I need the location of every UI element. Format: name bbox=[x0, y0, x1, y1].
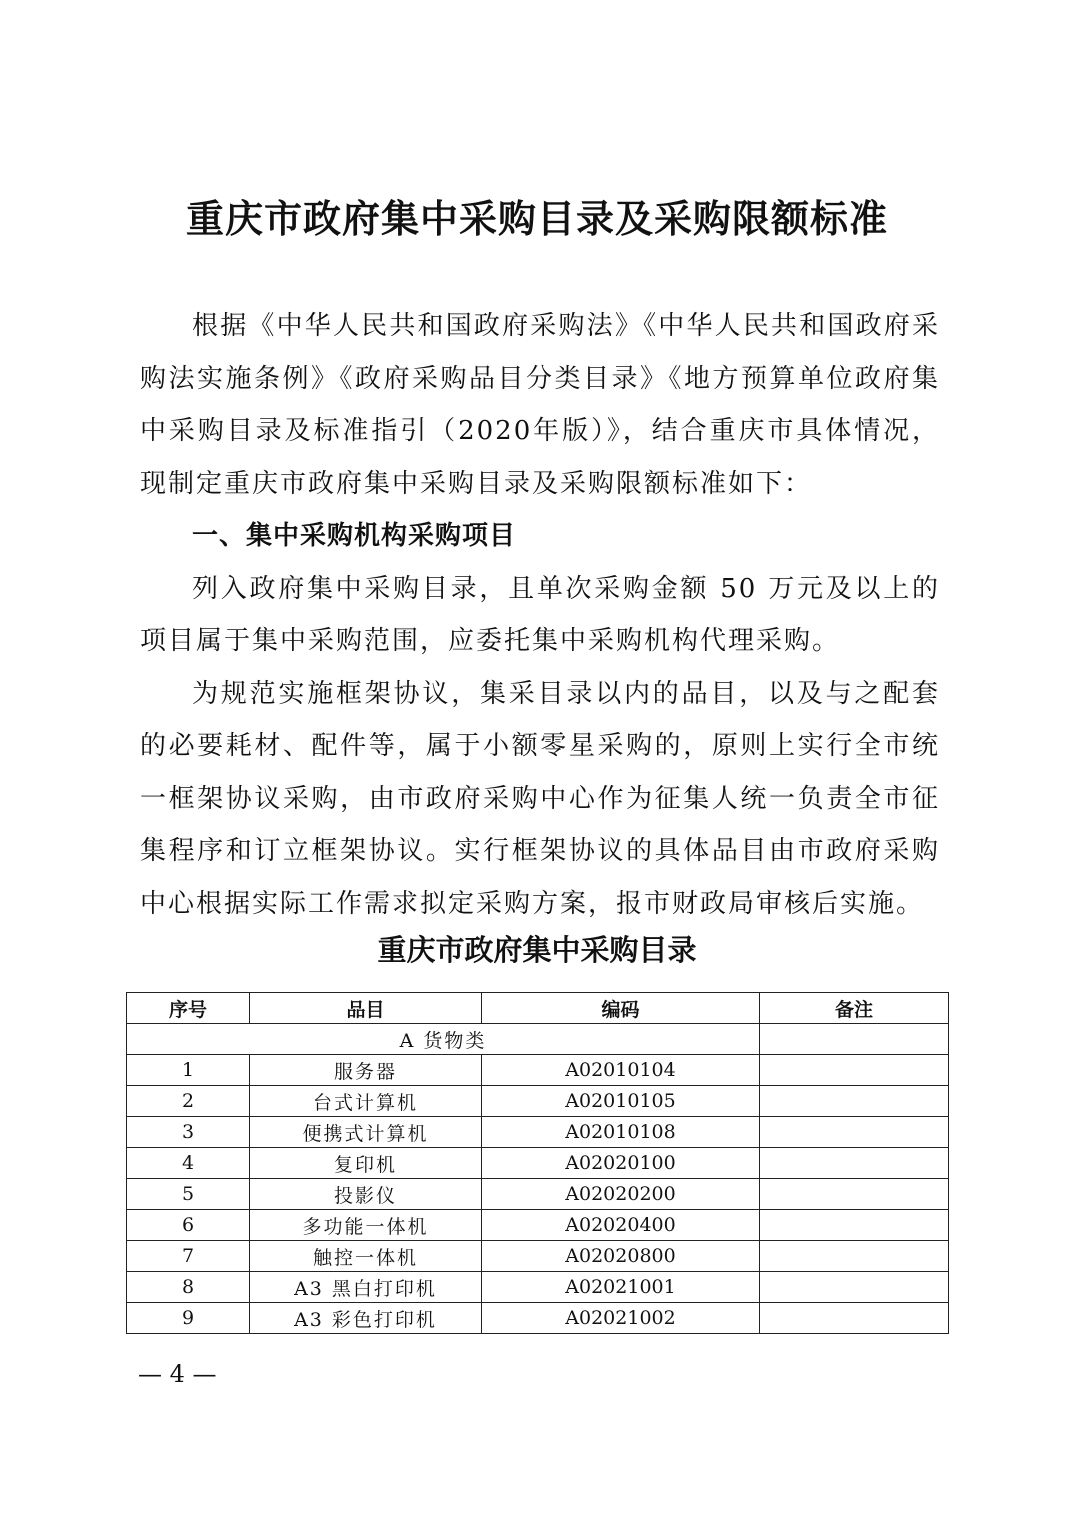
paragraph-framework: 为规范实施框架协议，集采目录以内的品目，以及与之配套的必要耗材、配件等，属于小额零星采购的，原则上实行全市统一框架协议采购，由市政府采购中心作为征集人统一负责全市征集程序和订立框架协议。实行框架协议的具体品目由市政府采购中心根据实际工作需求拟定采购方案，报市财政局审核后实施。 bbox=[140, 678, 940, 919]
cell-seq: 9 bbox=[127, 1303, 250, 1334]
table-row bbox=[127, 1055, 949, 1086]
header-code: 编码 bbox=[482, 993, 760, 1024]
cell-code: A02010105 bbox=[482, 1086, 760, 1117]
table-row bbox=[127, 1117, 949, 1148]
page-number: — 4 — bbox=[138, 1360, 217, 1388]
cell-seq: 2 bbox=[127, 1086, 250, 1117]
table-row bbox=[127, 1241, 949, 1272]
table-title: 重庆市政府集中采购目录 bbox=[377, 933, 697, 967]
cell-note bbox=[760, 1148, 949, 1179]
table-row bbox=[127, 1086, 949, 1117]
cell-code: A02021001 bbox=[482, 1272, 760, 1303]
cell-item: 台式计算机 bbox=[250, 1086, 482, 1117]
category-note bbox=[760, 1024, 949, 1055]
cell-item: 投影仪 bbox=[250, 1179, 482, 1210]
cell-note bbox=[760, 1241, 949, 1272]
cell-note bbox=[760, 1272, 949, 1303]
cell-item: 便携式计算机 bbox=[250, 1117, 482, 1148]
table-row bbox=[127, 1272, 949, 1303]
table-header-row bbox=[127, 993, 949, 1024]
cell-seq: 6 bbox=[127, 1210, 250, 1241]
table-row bbox=[127, 1210, 949, 1241]
cell-code: A02021002 bbox=[482, 1303, 760, 1334]
cell-note bbox=[760, 1303, 949, 1334]
cell-code: A02020100 bbox=[482, 1148, 760, 1179]
cell-seq: 1 bbox=[127, 1055, 250, 1086]
cell-note bbox=[760, 1086, 949, 1117]
intro-paragraph: 根据《中华人民共和国政府采购法》《中华人民共和国政府采购法实施条例》《政府采购品目分类目录》《地方预算单位政府集中采购目录及标准指引（2020年版）》，结合重庆市具体情况，现制定重庆市政府集中采购目录及采购限额标准如下： bbox=[140, 311, 940, 499]
cell-item: 多功能一体机 bbox=[250, 1210, 482, 1241]
cell-note bbox=[760, 1055, 949, 1086]
cell-seq: 3 bbox=[127, 1117, 250, 1148]
cell-item: 服务器 bbox=[250, 1055, 482, 1086]
header-note: 备注 bbox=[760, 993, 949, 1024]
cell-item: A3 黑白打印机 bbox=[250, 1272, 482, 1303]
header-seq: 序号 bbox=[127, 993, 250, 1024]
table-row bbox=[127, 1303, 949, 1334]
category-row bbox=[127, 1024, 949, 1055]
cell-seq: 5 bbox=[127, 1179, 250, 1210]
category-label: A 货物类 bbox=[127, 1024, 760, 1055]
cell-seq: 7 bbox=[127, 1241, 250, 1272]
catalog-table bbox=[126, 992, 949, 1334]
cell-note bbox=[760, 1117, 949, 1148]
cell-code: A02010104 bbox=[482, 1055, 760, 1086]
cell-seq: 4 bbox=[127, 1148, 250, 1179]
cell-item: 复印机 bbox=[250, 1148, 482, 1179]
cell-note bbox=[760, 1210, 949, 1241]
cell-code: A02020800 bbox=[482, 1241, 760, 1272]
body-text bbox=[140, 300, 940, 930]
cell-seq: 8 bbox=[127, 1272, 250, 1303]
cell-item: 触控一体机 bbox=[250, 1241, 482, 1272]
section-heading: 一、集中采购机构采购项目 bbox=[192, 521, 517, 551]
table-row bbox=[127, 1148, 949, 1179]
header-item: 品目 bbox=[250, 993, 482, 1024]
cell-item: A3 彩色打印机 bbox=[250, 1303, 482, 1334]
document-title: 重庆市政府集中采购目录及采购限额标准 bbox=[185, 196, 888, 241]
cell-note bbox=[760, 1179, 949, 1210]
cell-code: A02020200 bbox=[482, 1179, 760, 1210]
cell-code: A02010108 bbox=[482, 1117, 760, 1148]
cell-code: A02020400 bbox=[482, 1210, 760, 1241]
paragraph-scope: 列入政府集中采购目录，且单次采购金额 50 万元及以上的项目属于集中采购范围，应委托集中采购机构代理采购。 bbox=[140, 573, 940, 656]
table-row bbox=[127, 1179, 949, 1210]
